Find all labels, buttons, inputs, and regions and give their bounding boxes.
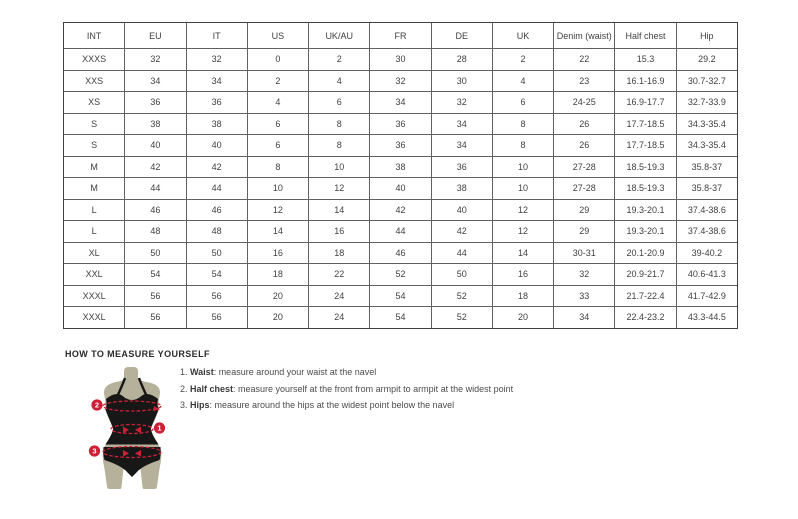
table-cell: L bbox=[64, 199, 125, 221]
table-cell: 29 bbox=[554, 199, 615, 221]
size-conversion-table bbox=[63, 22, 738, 329]
table-cell: L bbox=[64, 221, 125, 243]
table-cell: 56 bbox=[125, 307, 186, 329]
table-cell: 42 bbox=[125, 156, 186, 178]
table-cell: 2 bbox=[247, 70, 308, 92]
column-header: UK/AU bbox=[309, 23, 370, 49]
table-cell: S bbox=[64, 113, 125, 135]
measure-step-number: 2. bbox=[180, 383, 191, 394]
table-cell: 36 bbox=[186, 92, 247, 114]
table-cell: 26 bbox=[554, 113, 615, 135]
table-cell: 18 bbox=[309, 242, 370, 264]
table-row bbox=[64, 285, 738, 307]
table-row bbox=[64, 221, 738, 243]
table-cell: 8 bbox=[309, 113, 370, 135]
table-cell: 14 bbox=[492, 242, 553, 264]
table-cell: 23 bbox=[554, 70, 615, 92]
measure-step-number: 1. bbox=[180, 367, 191, 377]
table-cell: 44 bbox=[431, 242, 492, 264]
measure-step-term: Hips bbox=[190, 400, 210, 410]
table-cell: 12 bbox=[247, 199, 308, 221]
table-cell: 2 bbox=[309, 49, 370, 71]
badge-hips-number: 3 bbox=[92, 446, 97, 456]
table-cell: XXXL bbox=[64, 307, 125, 329]
badge-hips bbox=[89, 445, 100, 456]
column-header: US bbox=[247, 23, 308, 49]
table-cell: 32 bbox=[125, 49, 186, 71]
table-cell: 6 bbox=[247, 113, 308, 135]
table-cell: 32 bbox=[186, 49, 247, 71]
column-header: Half chest bbox=[615, 23, 676, 49]
table-cell: 22.4-23.2 bbox=[615, 307, 676, 329]
table-cell: 38 bbox=[125, 113, 186, 135]
measure-step bbox=[180, 399, 513, 416]
table-cell: 34.3-35.4 bbox=[676, 113, 737, 135]
table-cell: 4 bbox=[247, 92, 308, 114]
table-cell: 40.6-41.3 bbox=[676, 264, 737, 286]
table-cell: 29.2 bbox=[676, 49, 737, 71]
table-cell: 38 bbox=[186, 113, 247, 135]
table-cell: 34 bbox=[431, 113, 492, 135]
table-cell: M bbox=[64, 178, 125, 200]
table-row bbox=[64, 49, 738, 71]
table-cell: 41.7-42.9 bbox=[676, 285, 737, 307]
table-cell: 37.4-38.6 bbox=[676, 221, 737, 243]
column-header: FR bbox=[370, 23, 431, 49]
table-cell: XXS bbox=[64, 70, 125, 92]
table-cell: 4 bbox=[309, 70, 370, 92]
table-cell: 19.3-20.1 bbox=[615, 221, 676, 243]
table-cell: 36 bbox=[370, 135, 431, 157]
measure-step-text: : measure around the hips at the widest point below the navel bbox=[209, 400, 455, 410]
table-cell: 16 bbox=[492, 264, 553, 286]
table-cell: 42 bbox=[370, 199, 431, 221]
table-cell: 10 bbox=[247, 178, 308, 200]
table-cell: 29 bbox=[554, 221, 615, 243]
table-cell: 20 bbox=[247, 285, 308, 307]
table-cell: 14 bbox=[309, 199, 370, 221]
measure-step bbox=[180, 366, 513, 383]
table-cell: 21.7-22.4 bbox=[615, 285, 676, 307]
table-cell: 42 bbox=[431, 221, 492, 243]
table-cell: 43.3-44.5 bbox=[676, 307, 737, 329]
table-cell: 15.3 bbox=[615, 49, 676, 71]
table-cell: 34 bbox=[125, 70, 186, 92]
table-cell: 34 bbox=[554, 307, 615, 329]
badge-chest-number: 2 bbox=[94, 400, 100, 410]
table-cell: 34 bbox=[186, 70, 247, 92]
column-header: IT bbox=[186, 23, 247, 49]
table-cell: 27-28 bbox=[554, 178, 615, 200]
table-cell: 56 bbox=[186, 307, 247, 329]
size-table-head bbox=[64, 23, 738, 49]
table-cell: 12 bbox=[492, 199, 553, 221]
table-cell: 22 bbox=[309, 264, 370, 286]
table-cell: 36 bbox=[431, 156, 492, 178]
table-cell: 6 bbox=[492, 92, 553, 114]
table-cell: 54 bbox=[370, 307, 431, 329]
table-cell: 19.3-20.1 bbox=[615, 199, 676, 221]
table-cell: 34.3-35.4 bbox=[676, 135, 737, 157]
table-cell: 36 bbox=[370, 113, 431, 135]
measure-step-term: Waist bbox=[190, 367, 214, 377]
table-cell: 56 bbox=[186, 285, 247, 307]
table-cell: 26 bbox=[554, 135, 615, 157]
table-cell: S bbox=[64, 135, 125, 157]
table-cell: XXXS bbox=[64, 49, 125, 71]
table-row bbox=[64, 307, 738, 329]
table-cell: 46 bbox=[186, 199, 247, 221]
table-cell: 35.8-37 bbox=[676, 178, 737, 200]
table-cell: 30.7-32.7 bbox=[676, 70, 737, 92]
measure-step-text: : measure yourself at the front from armpit to armpit at the widest point bbox=[233, 383, 514, 394]
table-cell: 10 bbox=[309, 156, 370, 178]
table-cell: 24 bbox=[309, 307, 370, 329]
column-header: Denim (waist) bbox=[554, 23, 615, 49]
table-cell: 24 bbox=[309, 285, 370, 307]
table-cell: 56 bbox=[125, 285, 186, 307]
table-cell: 20.1-20.9 bbox=[615, 242, 676, 264]
table-cell: 16 bbox=[247, 242, 308, 264]
table-cell: 30-31 bbox=[554, 242, 615, 264]
table-cell: 6 bbox=[247, 135, 308, 157]
measure-steps bbox=[180, 366, 513, 416]
table-row bbox=[64, 178, 738, 200]
table-cell: 52 bbox=[431, 285, 492, 307]
badge-waist bbox=[154, 422, 165, 433]
table-cell: 12 bbox=[309, 178, 370, 200]
table-cell: 16 bbox=[309, 221, 370, 243]
table-cell: 38 bbox=[431, 178, 492, 200]
table-cell: 6 bbox=[309, 92, 370, 114]
table-cell: 0 bbox=[247, 49, 308, 71]
table-cell: 20 bbox=[247, 307, 308, 329]
table-cell: 17.7-18.5 bbox=[615, 135, 676, 157]
table-row bbox=[64, 264, 738, 286]
table-cell: 20 bbox=[492, 307, 553, 329]
table-cell: 24-25 bbox=[554, 92, 615, 114]
table-cell: 32.7-33.9 bbox=[676, 92, 737, 114]
table-cell: 18 bbox=[247, 264, 308, 286]
table-cell: 30 bbox=[370, 49, 431, 71]
table-cell: 16.9-17.7 bbox=[615, 92, 676, 114]
table-cell: 46 bbox=[125, 199, 186, 221]
table-cell: 32 bbox=[431, 92, 492, 114]
table-row bbox=[64, 113, 738, 135]
table-row bbox=[64, 135, 738, 157]
table-row bbox=[64, 242, 738, 264]
table-cell: 22 bbox=[554, 49, 615, 71]
table-cell: 10 bbox=[492, 178, 553, 200]
table-cell: 40 bbox=[431, 199, 492, 221]
table-cell: 54 bbox=[125, 264, 186, 286]
table-row bbox=[64, 92, 738, 114]
table-cell: 50 bbox=[125, 242, 186, 264]
table-cell: 34 bbox=[431, 135, 492, 157]
column-header: EU bbox=[125, 23, 186, 49]
table-cell: 44 bbox=[186, 178, 247, 200]
measure-step bbox=[180, 383, 513, 400]
table-cell: 39-40.2 bbox=[676, 242, 737, 264]
table-cell: 44 bbox=[125, 178, 186, 200]
table-cell: 12 bbox=[492, 221, 553, 243]
table-cell: 42 bbox=[186, 156, 247, 178]
table-cell: 16.1-16.9 bbox=[615, 70, 676, 92]
table-cell: 40 bbox=[125, 135, 186, 157]
table-cell: 35.8-37 bbox=[676, 156, 737, 178]
column-header: DE bbox=[431, 23, 492, 49]
table-cell: 8 bbox=[492, 135, 553, 157]
table-cell: 2 bbox=[492, 49, 553, 71]
size-table-body bbox=[64, 49, 738, 329]
measure-step-term: Half chest bbox=[190, 383, 234, 394]
size-table-head-row bbox=[64, 23, 738, 49]
table-cell: 18.5-19.3 bbox=[615, 178, 676, 200]
badge-waist-number: 1 bbox=[157, 423, 162, 433]
measure-section-heading: HOW TO MEASURE YOURSELF bbox=[65, 349, 210, 359]
table-row bbox=[64, 156, 738, 178]
table-cell: 4 bbox=[492, 70, 553, 92]
table-cell: 8 bbox=[247, 156, 308, 178]
table-cell: 52 bbox=[370, 264, 431, 286]
table-cell: 18.5-19.3 bbox=[615, 156, 676, 178]
column-header: INT bbox=[64, 23, 125, 49]
table-cell: 38 bbox=[370, 156, 431, 178]
table-cell: 32 bbox=[370, 70, 431, 92]
table-cell: 54 bbox=[186, 264, 247, 286]
column-header: Hip bbox=[676, 23, 737, 49]
table-cell: 8 bbox=[492, 113, 553, 135]
table-cell: 44 bbox=[370, 221, 431, 243]
table-cell: 48 bbox=[125, 221, 186, 243]
table-cell: 18 bbox=[492, 285, 553, 307]
table-cell: 40 bbox=[370, 178, 431, 200]
table-cell: 54 bbox=[370, 285, 431, 307]
measurement-figure-illustration bbox=[80, 366, 190, 491]
table-cell: XXXL bbox=[64, 285, 125, 307]
table-cell: 50 bbox=[186, 242, 247, 264]
table-cell: 52 bbox=[431, 307, 492, 329]
table-cell: 33 bbox=[554, 285, 615, 307]
table-cell: 8 bbox=[309, 135, 370, 157]
table-row bbox=[64, 70, 738, 92]
table-cell: M bbox=[64, 156, 125, 178]
table-cell: 48 bbox=[186, 221, 247, 243]
badge-chest bbox=[91, 399, 102, 410]
table-cell: 30 bbox=[431, 70, 492, 92]
table-row bbox=[64, 199, 738, 221]
table-cell: 32 bbox=[554, 264, 615, 286]
table-cell: XL bbox=[64, 242, 125, 264]
table-cell: 40 bbox=[186, 135, 247, 157]
table-cell: 27-28 bbox=[554, 156, 615, 178]
table-cell: 46 bbox=[370, 242, 431, 264]
table-cell: 17.7-18.5 bbox=[615, 113, 676, 135]
table-cell: 50 bbox=[431, 264, 492, 286]
table-cell: 36 bbox=[125, 92, 186, 114]
table-cell: XXL bbox=[64, 264, 125, 286]
table-cell: 37.4-38.6 bbox=[676, 199, 737, 221]
table-cell: XS bbox=[64, 92, 125, 114]
table-cell: 28 bbox=[431, 49, 492, 71]
table-cell: 10 bbox=[492, 156, 553, 178]
table-cell: 34 bbox=[370, 92, 431, 114]
table-cell: 20.9-21.7 bbox=[615, 264, 676, 286]
table-cell: 14 bbox=[247, 221, 308, 243]
column-header: UK bbox=[492, 23, 553, 49]
measure-step-text: : measure around your waist at the navel bbox=[213, 367, 377, 377]
measure-step-number: 3. bbox=[180, 400, 191, 410]
